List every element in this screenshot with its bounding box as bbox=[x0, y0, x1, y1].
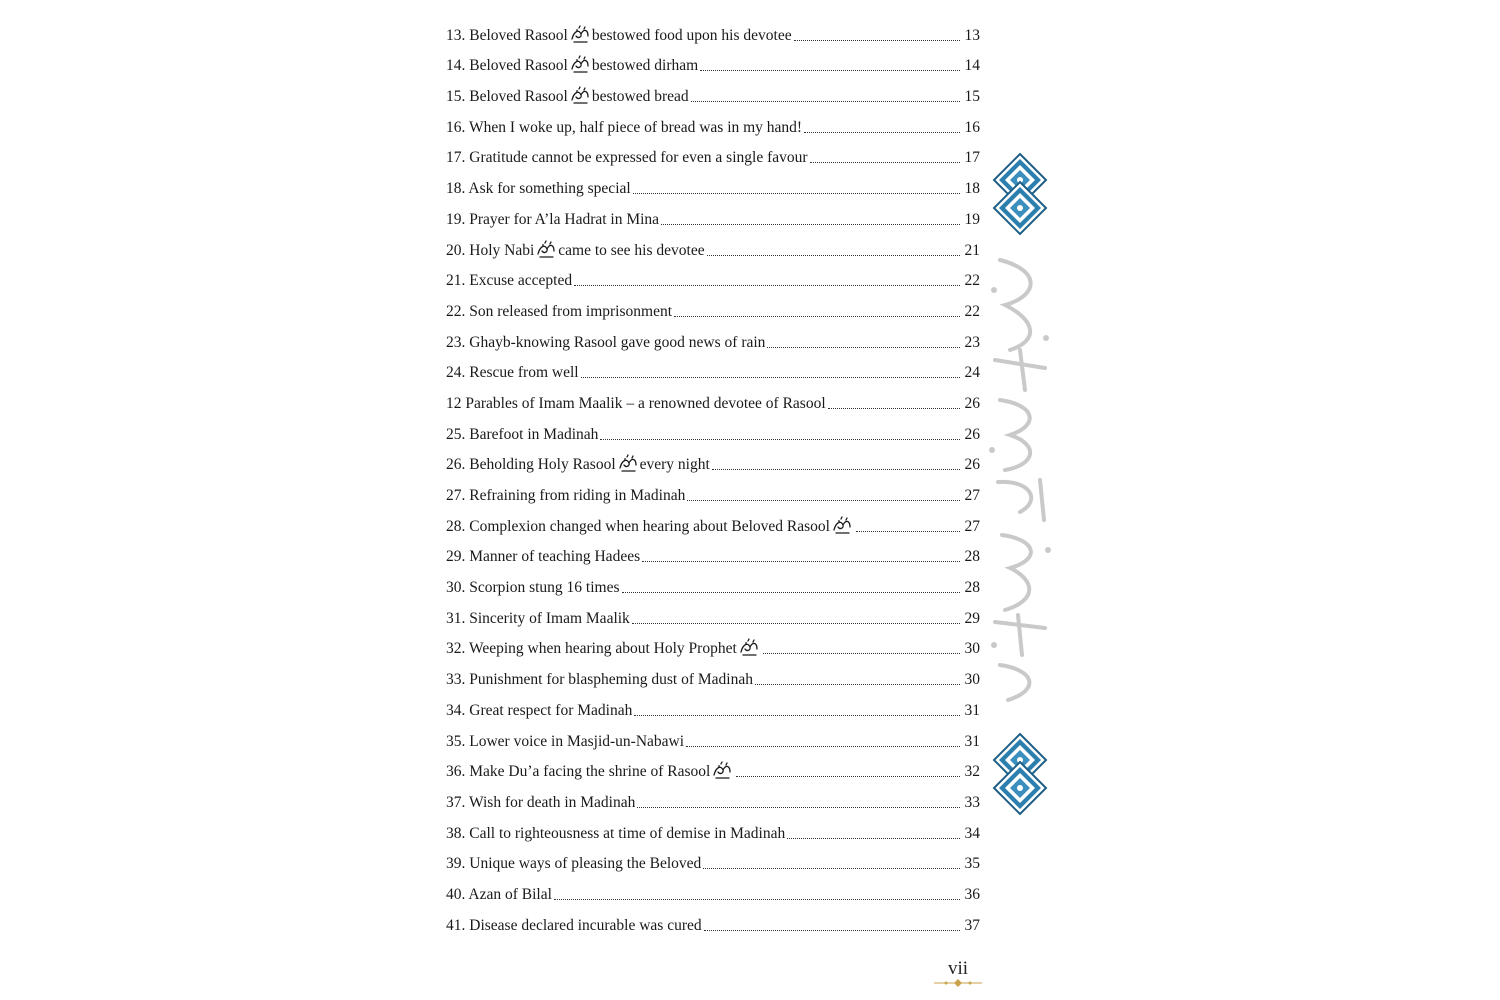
salutation-calligraphy-icon bbox=[738, 638, 760, 658]
toc-entry[interactable] bbox=[446, 382, 980, 413]
toc-entry[interactable] bbox=[446, 474, 980, 505]
salutation-calligraphy-icon bbox=[569, 25, 591, 45]
dot-leader bbox=[600, 439, 960, 440]
toc-entry-text: 28. Complexion changed when hearing about Beloved Rasool bbox=[446, 517, 830, 535]
dot-leader bbox=[736, 776, 960, 777]
toc-page-number: 22 bbox=[964, 302, 980, 320]
toc-entry-text-continued: came to see his devotee bbox=[558, 241, 705, 259]
toc-entry-text: 32. Weeping when hearing about Holy Prophet bbox=[446, 640, 737, 658]
toc-entry-text: 36. Make Du’a facing the shrine of Rasool bbox=[446, 763, 711, 781]
toc-page-number: 13 bbox=[964, 26, 980, 44]
toc-entry[interactable] bbox=[446, 229, 980, 260]
dot-leader bbox=[707, 255, 960, 256]
toc-page-number: 30 bbox=[964, 640, 980, 658]
toc-entry[interactable] bbox=[446, 444, 980, 475]
toc-entry-text: 30. Scorpion stung 16 times bbox=[446, 579, 620, 597]
toc-entry-text: 41. Disease declared incurable was cured bbox=[446, 916, 702, 934]
toc-entry-text: 20. Holy Nabi bbox=[446, 241, 535, 259]
toc-entry[interactable] bbox=[446, 75, 980, 106]
dot-leader bbox=[828, 408, 960, 409]
toc-entry-title bbox=[446, 426, 598, 444]
salutation-calligraphy-icon bbox=[569, 86, 591, 106]
toc-entry-text-continued: every night bbox=[639, 456, 710, 474]
toc-page-number: 19 bbox=[964, 210, 980, 228]
toc-entry-title bbox=[446, 638, 761, 658]
toc-entry[interactable] bbox=[446, 566, 980, 597]
toc-entry-text-continued: bestowed bread bbox=[591, 88, 689, 106]
toc-entry[interactable] bbox=[446, 597, 980, 628]
toc-page-number: 36 bbox=[964, 885, 980, 903]
toc-entry-title bbox=[446, 180, 631, 198]
toc-entry-title bbox=[446, 794, 635, 812]
page-number-ornament-icon bbox=[932, 978, 984, 988]
toc-entry-title bbox=[446, 454, 710, 474]
dot-leader bbox=[794, 40, 960, 41]
dot-leader bbox=[767, 347, 960, 348]
toc-entry-text: 27. Refraining from riding in Madinah bbox=[446, 487, 686, 504]
toc-page-number: 26 bbox=[964, 394, 980, 412]
toc-entry-text: 26. Beholding Holy Rasool bbox=[446, 456, 616, 474]
dot-leader bbox=[763, 653, 960, 654]
dot-leader bbox=[787, 838, 960, 839]
dot-leader bbox=[633, 193, 960, 194]
toc-page-number: 32 bbox=[964, 763, 980, 781]
toc-page-number: 14 bbox=[964, 57, 980, 75]
salutation-calligraphy-icon bbox=[535, 240, 557, 260]
toc-entry-title bbox=[446, 303, 672, 321]
toc-entry-title bbox=[446, 733, 684, 751]
toc-entry[interactable] bbox=[446, 167, 980, 198]
toc-entry-text: 25. Barefoot in Madinah bbox=[446, 425, 599, 443]
toc-entry-text: 15. Beloved Rasool bbox=[446, 88, 568, 106]
dot-leader bbox=[632, 623, 960, 624]
toc-entry-title bbox=[446, 487, 685, 505]
dot-leader bbox=[574, 285, 960, 286]
dot-leader bbox=[554, 899, 960, 900]
toc-entry-text: 12 Parables of Imam Maalik – a renowned devotee of Rasool bbox=[446, 394, 826, 412]
dot-leader bbox=[810, 162, 960, 163]
toc-page-number: 30 bbox=[964, 671, 980, 689]
toc-page-number: 26 bbox=[964, 456, 980, 474]
toc-page-number: 22 bbox=[964, 272, 980, 290]
toc-entry[interactable] bbox=[446, 720, 980, 751]
toc-entry[interactable] bbox=[446, 904, 980, 935]
dot-leader bbox=[703, 868, 960, 869]
dot-leader bbox=[661, 224, 960, 225]
dot-leader bbox=[687, 500, 960, 501]
arabic-calligraphy-watermark bbox=[980, 250, 1060, 710]
toc-entry-text: 33. Punishment for blaspheming dust of Madinah bbox=[446, 671, 753, 689]
toc-entry-title bbox=[446, 364, 579, 382]
toc-entry-text: 31. Sincerity of Imam Maalik bbox=[446, 609, 630, 627]
toc-entry-text-continued: bestowed food upon his devotee bbox=[591, 26, 792, 44]
toc-entry-title bbox=[446, 119, 802, 137]
salutation-calligraphy-icon bbox=[831, 516, 853, 536]
toc-entry[interactable] bbox=[446, 321, 980, 352]
toc-page-number: 35 bbox=[964, 855, 980, 873]
toc-entry-title bbox=[446, 548, 640, 566]
toc-entry[interactable] bbox=[446, 352, 980, 383]
toc-entry-title bbox=[446, 671, 753, 689]
toc-entry[interactable] bbox=[446, 843, 980, 874]
dot-leader bbox=[686, 746, 960, 747]
toc-entry-text: 17. Gratitude cannot be expressed for even a single favour bbox=[446, 149, 808, 167]
toc-entry-text-continued: bestowed dirham bbox=[591, 57, 699, 75]
toc-entry[interactable] bbox=[446, 290, 980, 321]
toc-entry-text: 14. Beloved Rasool bbox=[446, 57, 568, 75]
dot-leader bbox=[622, 592, 960, 593]
dot-leader bbox=[642, 561, 960, 562]
toc-page-number: 16 bbox=[964, 118, 980, 136]
toc-entry[interactable] bbox=[446, 658, 980, 689]
toc-entry-text: 39. Unique ways of pleasing the Beloved bbox=[446, 855, 702, 873]
toc-entry-text: 34. Great respect for Madinah bbox=[446, 701, 633, 719]
dot-leader bbox=[755, 684, 960, 685]
toc-page-number: 23 bbox=[964, 333, 980, 351]
toc-entry-text: 24. Rescue from well bbox=[446, 364, 579, 382]
toc-page-number: 15 bbox=[964, 88, 980, 106]
toc-entry-text: 29. Manner of teaching Hadees bbox=[446, 548, 641, 566]
toc-entry[interactable] bbox=[446, 781, 980, 812]
toc-page-number: 31 bbox=[964, 732, 980, 750]
toc-entry-title bbox=[446, 86, 689, 106]
table-of-contents bbox=[446, 14, 980, 935]
toc-entry-title bbox=[446, 149, 808, 167]
toc-entry-title bbox=[446, 761, 734, 781]
toc-entry-text: 38. Call to righteousness at time of demise in Madinah bbox=[446, 824, 786, 842]
toc-entry-text: 22. Son released from imprisonment bbox=[446, 302, 672, 320]
toc-page-number: 26 bbox=[964, 425, 980, 443]
toc-page-number: 18 bbox=[964, 180, 980, 198]
toc-entry[interactable] bbox=[446, 45, 980, 76]
toc-entry[interactable] bbox=[446, 260, 980, 291]
toc-entry-title bbox=[446, 579, 620, 597]
toc-entry-text: 21. Excuse accepted bbox=[446, 272, 573, 290]
toc-entry-title bbox=[446, 516, 854, 536]
salutation-calligraphy-icon bbox=[711, 761, 733, 781]
toc-entry-text: 16. When I woke up, half piece of bread was in my hand! bbox=[446, 118, 803, 136]
diamond-ornament-icon bbox=[992, 732, 1048, 816]
toc-entry[interactable] bbox=[446, 689, 980, 720]
toc-entry[interactable] bbox=[446, 198, 980, 229]
toc-page-number: 37 bbox=[964, 916, 980, 934]
toc-entry-text: 18. Ask for something special bbox=[446, 180, 631, 198]
toc-entry-text: 40. Azan of Bilal bbox=[446, 885, 552, 903]
dot-leader bbox=[634, 715, 960, 716]
toc-entry[interactable] bbox=[446, 505, 980, 536]
dot-leader bbox=[581, 377, 960, 378]
toc-entry-title bbox=[446, 610, 630, 628]
toc-entry-text: 23. Ghayb-knowing Rasool gave good news of rain bbox=[446, 333, 766, 351]
toc-entry-title bbox=[446, 272, 572, 290]
toc-entry[interactable] bbox=[446, 751, 980, 782]
toc-entry[interactable] bbox=[446, 137, 980, 168]
toc-page-number: 28 bbox=[964, 579, 980, 597]
toc-page-number: 28 bbox=[964, 548, 980, 566]
toc-page-number: 17 bbox=[964, 149, 980, 167]
toc-entry-title bbox=[446, 825, 785, 843]
diamond-ornament-icon bbox=[992, 152, 1048, 236]
toc-entry-text: 37. Wish for death in Madinah bbox=[446, 793, 636, 811]
toc-entry[interactable] bbox=[446, 413, 980, 444]
toc-page-number: 24 bbox=[964, 364, 980, 382]
dot-leader bbox=[637, 807, 960, 808]
dot-leader bbox=[712, 469, 960, 470]
toc-entry-title bbox=[446, 25, 792, 45]
toc-page-number: 21 bbox=[964, 241, 980, 259]
toc-page-number: 29 bbox=[964, 609, 980, 627]
toc-entry-text: 35. Lower voice in Masjid-un-Nabawi bbox=[446, 732, 685, 750]
dot-leader bbox=[704, 930, 960, 931]
toc-page-number: 27 bbox=[964, 487, 980, 504]
dot-leader bbox=[674, 316, 960, 317]
dot-leader bbox=[856, 531, 960, 532]
toc-entry-title bbox=[446, 917, 702, 935]
toc-entry-title bbox=[446, 334, 765, 352]
toc-entry-text: 19. Prayer for A’la Hadrat in Mina bbox=[446, 210, 660, 228]
toc-entry[interactable] bbox=[446, 812, 980, 843]
toc-entry-title bbox=[446, 886, 552, 904]
toc-entry-text: 13. Beloved Rasool bbox=[446, 26, 568, 44]
dot-leader bbox=[804, 132, 960, 133]
toc-entry-title bbox=[446, 55, 698, 75]
salutation-calligraphy-icon bbox=[569, 55, 591, 75]
toc-entry-title bbox=[446, 240, 705, 260]
toc-entry[interactable] bbox=[446, 628, 980, 659]
salutation-calligraphy-icon bbox=[617, 454, 639, 474]
page-number: vii bbox=[947, 958, 969, 979]
toc-entry[interactable] bbox=[446, 536, 980, 567]
dot-leader bbox=[700, 70, 960, 71]
toc-page-number: 31 bbox=[964, 701, 980, 719]
toc-entry-title bbox=[446, 395, 826, 413]
toc-entry-title bbox=[446, 211, 659, 229]
toc-entry[interactable] bbox=[446, 14, 980, 45]
dot-leader bbox=[691, 101, 960, 102]
toc-page-number: 33 bbox=[964, 793, 980, 811]
toc-page-number: 34 bbox=[964, 824, 980, 842]
toc-page-number: 27 bbox=[964, 517, 980, 535]
toc-entry-title bbox=[446, 702, 632, 720]
toc-entry[interactable] bbox=[446, 873, 980, 904]
toc-entry-title bbox=[446, 855, 701, 873]
toc-entry[interactable] bbox=[446, 106, 980, 137]
